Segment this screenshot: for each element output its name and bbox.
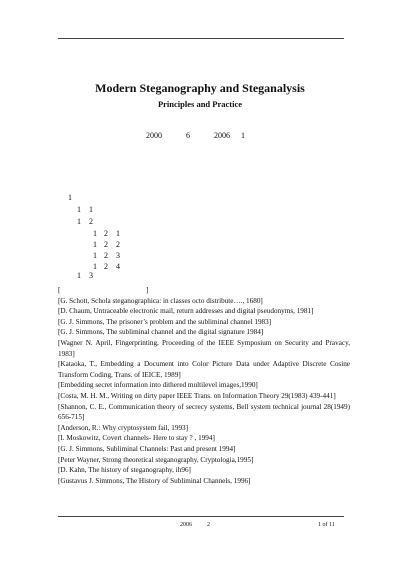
- reference-item: [Gustavus J. Simmons, The History of Subliminal Channels, 1996]: [58, 476, 251, 485]
- dateline-year-end: 2006: [214, 131, 230, 140]
- reference-item: [G. Schott, Schola steganographica: in classes octo distribute…., 1680]: [58, 296, 263, 305]
- top-rule: [58, 38, 344, 39]
- footer-year: 2006: [180, 522, 192, 528]
- toc-num: 2: [104, 262, 108, 271]
- reference-item: [Peter Wayner, Strong theoretical steganography, Cryptologia,1995]: [58, 455, 254, 464]
- toc-num: 1: [93, 229, 97, 238]
- references-close-bracket: ]: [146, 286, 149, 294]
- references-heading: [58, 285, 350, 296]
- toc-num: 1: [68, 193, 72, 202]
- dateline-year-start: 2000: [146, 131, 162, 140]
- reference-item: [D. Kahn, The history of steganography, ih96]: [58, 466, 191, 475]
- toc-num: 1: [116, 229, 120, 238]
- reference-item: [D. Chaum, Untraceable electronic mail, return addresses and digital pseudonyms, 1981]: [58, 307, 314, 316]
- reference-item: [G. J. Simmons, The prisoner’s problem and the subliminal channel 1983]: [58, 317, 272, 326]
- toc-num: 3: [116, 251, 120, 260]
- toc-num: 1: [77, 205, 81, 214]
- document-title: Modern Steganography and Steganalysis: [95, 81, 305, 95]
- reference-item: [Wagner N. April, Fingerprinting, Proceeding of the IEEE Symposium on Security and Pravacy, 1983]: [58, 338, 350, 358]
- toc-num: 1: [93, 240, 97, 249]
- reference-item: [Shannon, C. E., Communication theory of secrecy systems, Bell system technical journal 28(1949) 656-715]: [58, 402, 350, 422]
- toc-num: 2: [89, 217, 93, 226]
- toc-num: 2: [104, 251, 108, 260]
- footer-page-number: 1 of 11: [318, 522, 335, 528]
- toc-num: 3: [89, 271, 93, 280]
- toc-num: 1: [77, 217, 81, 226]
- toc-num: 2: [104, 229, 108, 238]
- reference-item: [G. J. Simmons, Subliminal Channels: Past and present 1994]: [58, 444, 236, 453]
- dateline-month-start: 6: [186, 131, 190, 140]
- toc-num: 1: [89, 205, 93, 214]
- references-section: [58, 285, 350, 486]
- reference-item: [G. J. Simmons, The subliminal channel and the digital signature 1984]: [58, 328, 264, 337]
- reference-item: [Costa, M. H. M., Writing on dirty paper IEEE Trans. on Information Theory 29(1983) 439-441]: [58, 391, 336, 400]
- toc-num: 1: [93, 262, 97, 271]
- document-subtitle: Principles and Practice: [157, 99, 243, 109]
- references-open-bracket: [: [58, 286, 61, 294]
- toc-num: 4: [116, 262, 120, 271]
- toc-num: 1: [77, 271, 81, 280]
- toc-num: 1: [93, 251, 97, 260]
- footer-month: 2: [207, 522, 210, 528]
- reference-item: [Kataoka, T., Embedding a Document into Color Picture Data under Adaptive Discrete Cosine Transform Coding, Trans. of IEICE, 1989]: [58, 360, 350, 379]
- bottom-rule: [58, 516, 344, 517]
- toc-num: 2: [116, 240, 120, 249]
- reference-item: [I. Moskowitz, Covert channels- Here to stay ? , 1994]: [58, 434, 215, 443]
- toc-num: 2: [104, 240, 108, 249]
- dateline-month-end: 1: [241, 131, 245, 140]
- reference-item: [Anderson, R.: Why cryptosystem fail, 1993]: [58, 423, 189, 432]
- reference-item: [Embedding secret information into dithered multilevel images,1990]: [58, 381, 258, 390]
